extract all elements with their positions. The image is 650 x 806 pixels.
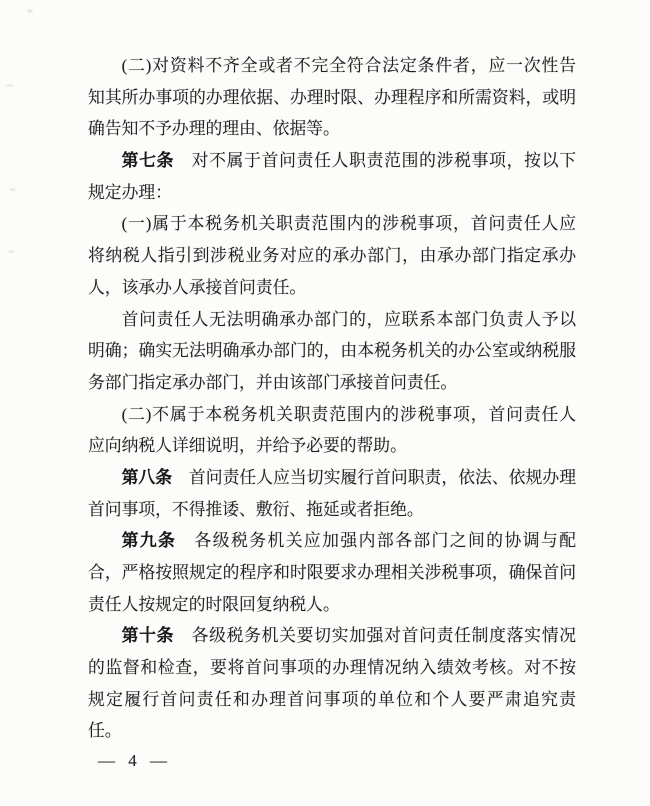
article-number: 第八条: [121, 467, 173, 487]
text-line: [88, 240, 576, 272]
text-line: [88, 652, 576, 684]
page-number: — 4 —: [98, 751, 168, 770]
text-line: [88, 177, 576, 209]
text-line: [88, 145, 576, 177]
line-text: 首问责任人应当切实履行首问职责，依法、依规办理: [172, 467, 576, 487]
text-line: [88, 494, 576, 526]
line-text: 任。: [88, 721, 122, 741]
line-text: 规定履行首问责任和办理首问事项的单位和个人要严肃追究责: [88, 689, 576, 709]
text-line: [88, 399, 576, 431]
text-line: [88, 82, 576, 114]
document-body: [88, 50, 576, 747]
text-line: [88, 557, 576, 589]
text-line: [88, 335, 576, 367]
text-line: [88, 367, 576, 399]
line-text: 首问事项，不得推诿、敷衍、拖延或者拒绝。: [88, 499, 424, 519]
line-text: 将纳税人指引到涉税业务对应的承办部门，由承办部门指定承办: [88, 246, 576, 266]
article-number: 第七条: [121, 151, 175, 171]
text-line: [88, 208, 576, 240]
line-text: 责任人按规定的时限回复纳税人。: [88, 594, 340, 614]
text-line: [88, 430, 576, 462]
line-text: 规定办理：: [88, 182, 172, 202]
line-text: 各级税务机关应加强内部各部门之间的协调与配: [176, 531, 576, 551]
line-text: (一)属于本税务机关职责范围内的涉税事项，首问责任人应: [121, 214, 576, 234]
line-text: 对不属于首问责任人职责范围的涉税事项，按以下: [174, 151, 576, 171]
scan-speck: [8, 250, 14, 253]
line-text: (二)不属于本税务机关职责范围内的涉税事项，首问责任人: [121, 404, 576, 424]
scan-speck: [6, 84, 14, 87]
scan-speck: [9, 188, 16, 191]
text-line: [88, 462, 576, 494]
line-text: 的监督和检查，要将首问事项的办理情况纳入绩效考核。对不按: [88, 658, 576, 678]
line-text: (二)对资料不齐全或者不完全符合法定条件者，应一次性告: [121, 56, 576, 75]
text-line: [88, 304, 576, 336]
text-line: [88, 525, 576, 557]
line-text: 知其所办事项的办理依据、办理时限、办理程序和所需资料，或明: [88, 87, 576, 107]
scan-speck: [27, 9, 33, 13]
article-number: 第九条: [121, 531, 177, 551]
line-text: 合，严格按照规定的程序和时限要求办理相关涉税事项，确保首问: [88, 563, 576, 582]
line-text: 务部门指定承办部门，并由该部门承接首问责任。: [88, 372, 458, 392]
article-number: 第十条: [121, 626, 175, 646]
text-line: [88, 113, 576, 145]
text-line: [88, 50, 576, 82]
line-text: 应向纳税人详细说明，并给予必要的帮助。: [88, 436, 407, 456]
text-line: [88, 272, 576, 304]
line-text: 各级税务机关要切实加强对首问责任制度落实情况: [174, 626, 576, 646]
text-line: [88, 589, 576, 621]
line-text: 首问责任人无法明确承办部门的，应联系本部门负责人予以: [121, 309, 576, 329]
line-text: 明确；确实无法明确承办部门的，由本税务机关的办公室或纳税服: [88, 341, 576, 361]
text-line: [88, 620, 576, 652]
line-text: 人，该承办人承接首问责任。: [88, 277, 307, 297]
text-line: [88, 715, 576, 747]
text-line: [88, 684, 576, 716]
line-text: 确告知不予办理的理由、依据等。: [88, 119, 340, 139]
